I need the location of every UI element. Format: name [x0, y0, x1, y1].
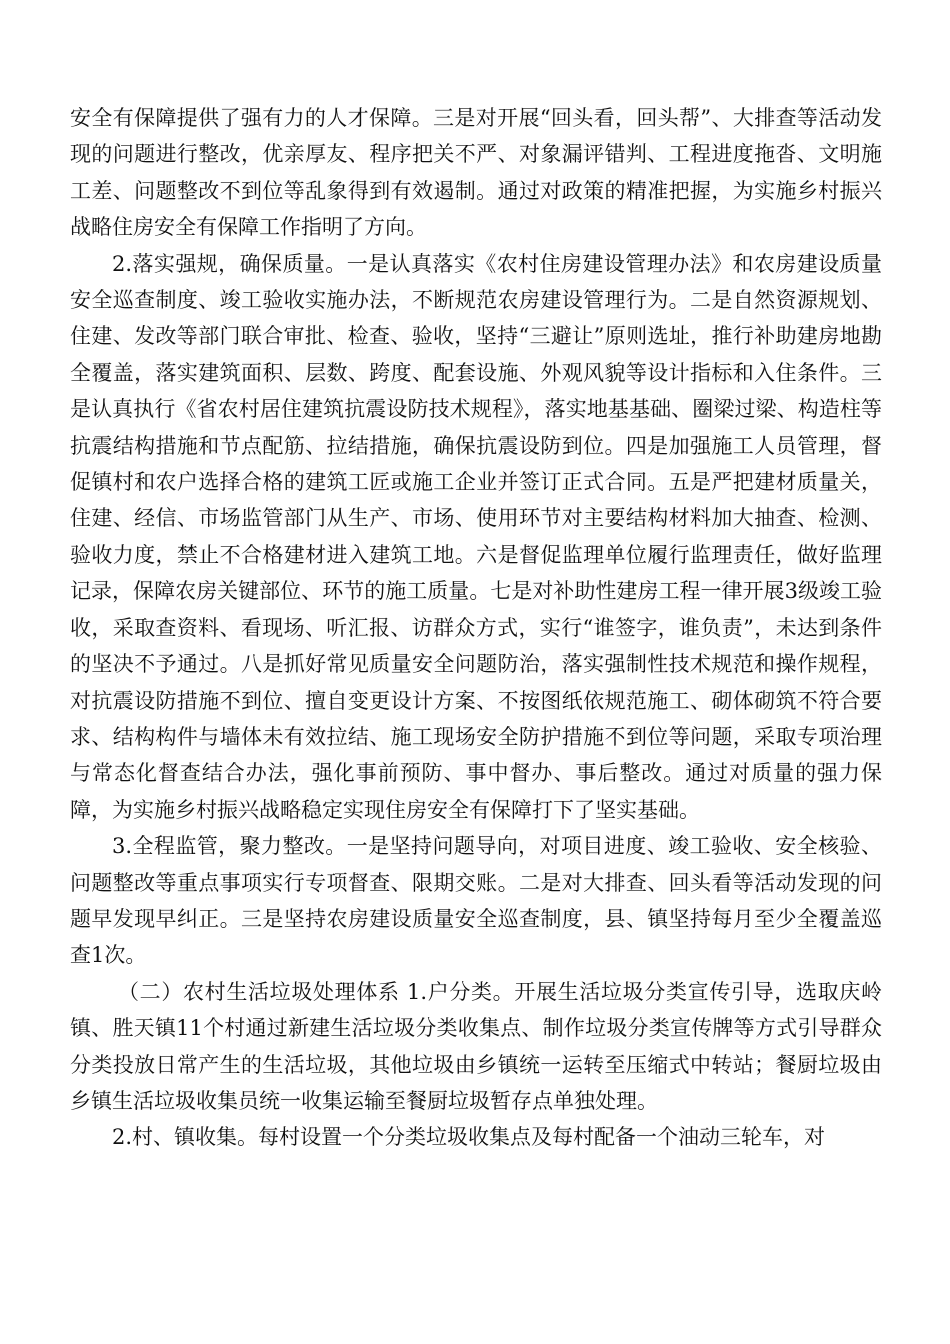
paragraph-continuation: 安全有保障提供了强有力的人才保障。三是对开展“回头看，回头帮”、大排查等活动发现的问题进行整改，优亲厚友、程序把关不严、对象漏评错判、工程进度拖沓、文明施工差、问题整改不到位等乱象得到有效遏制。通过对政策的精准把握，为实施乡村振兴战略住房安全有保障工作指明了方向。	[70, 106, 882, 240]
paragraph-village-collection: 2.村、镇收集。每村设置一个分类垃圾收集点及每村配备一个油动三轮车，对	[112, 1125, 826, 1150]
paragraph-garbage-system: （二）农村生活垃圾处理体系 1.户分类。开展生活垃圾分类宣传引导，选取庆岭镇、胜天镇11个村通过新建生活垃圾分类收集点、制作垃圾分类宣传牌等方式引导群众分类投放日常产生的生活垃圾，其他垃圾由乡镇统一运转至压缩式中转站；餐厨垃圾由乡镇生活垃圾收集员统一收集运输至餐厨垃圾暂存点单独处理。	[70, 979, 882, 1113]
paragraph-supervision: 3.全程监管，聚力整改。一是坚持问题导向，对项目进度、竣工验收、安全核验、问题整改等重点事项实行专项督查、限期交账。二是对大排查、回头看等活动发现的问题早发现早纠正。三是坚持农房建设质量安全巡查制度，县、镇坚持每月至少全覆盖巡查1次。	[70, 834, 882, 968]
paragraph-quality-control: 2.落实强规，确保质量。一是认真落实《农村住房建设管理办法》和农房建设质量安全巡查制度、竣工验收实施办法，不断规范农房建设管理行为。二是自然资源规划、住建、发改等部门联合审批、检查、验收，坚持“三避让”原则选址，推行补助建房地勘全覆盖，落实建筑面积、层数、跨度、配套设施、外观风貌等设计指标和入住条件。三是认真执行《省农村居住建筑抗震设防技术规程》，落实地基基础、圈梁过梁、构造柱等抗震结构措施和节点配筋、拉结措施，确保抗震设防到位。四是加强施工人员管理，督促镇村和农户选择合格的建筑工匠或施工企业并签订正式合同。五是严把建材质量关，住建、经信、市场监管部门从生产、市场、使用环节对主要结构材料加大抽查、检测、验收力度，禁止不合格建材进入建筑工地。六是督促监理单位履行监理责任，做好监理记录，保障农房关键部位、环节的施工质量。七是对补助性建房工程一律开展3级竣工验收，采取查资料、看现场、听汇报、访群众方式，实行“谁签字，谁负责”，未达到条件的坚决不予通过。八是抓好常见质量安全问题防治，落实强制性技术规范和操作规程，对抗震设防措施不到位、擅自变更设计方案、不按图纸依规范施工、砌体砌筑不符合要求、结构构件与墙体未有效拉结、施工现场安全防护措施不到位等问题，采取专项治理与常态化督查结合办法，强化事前预防、事中督办、事后整改。通过对质量的强力保障，为实施乡村振兴战略稳定实现住房安全有保障打下了坚实基础。	[70, 251, 882, 822]
document-body	[70, 100, 882, 1156]
